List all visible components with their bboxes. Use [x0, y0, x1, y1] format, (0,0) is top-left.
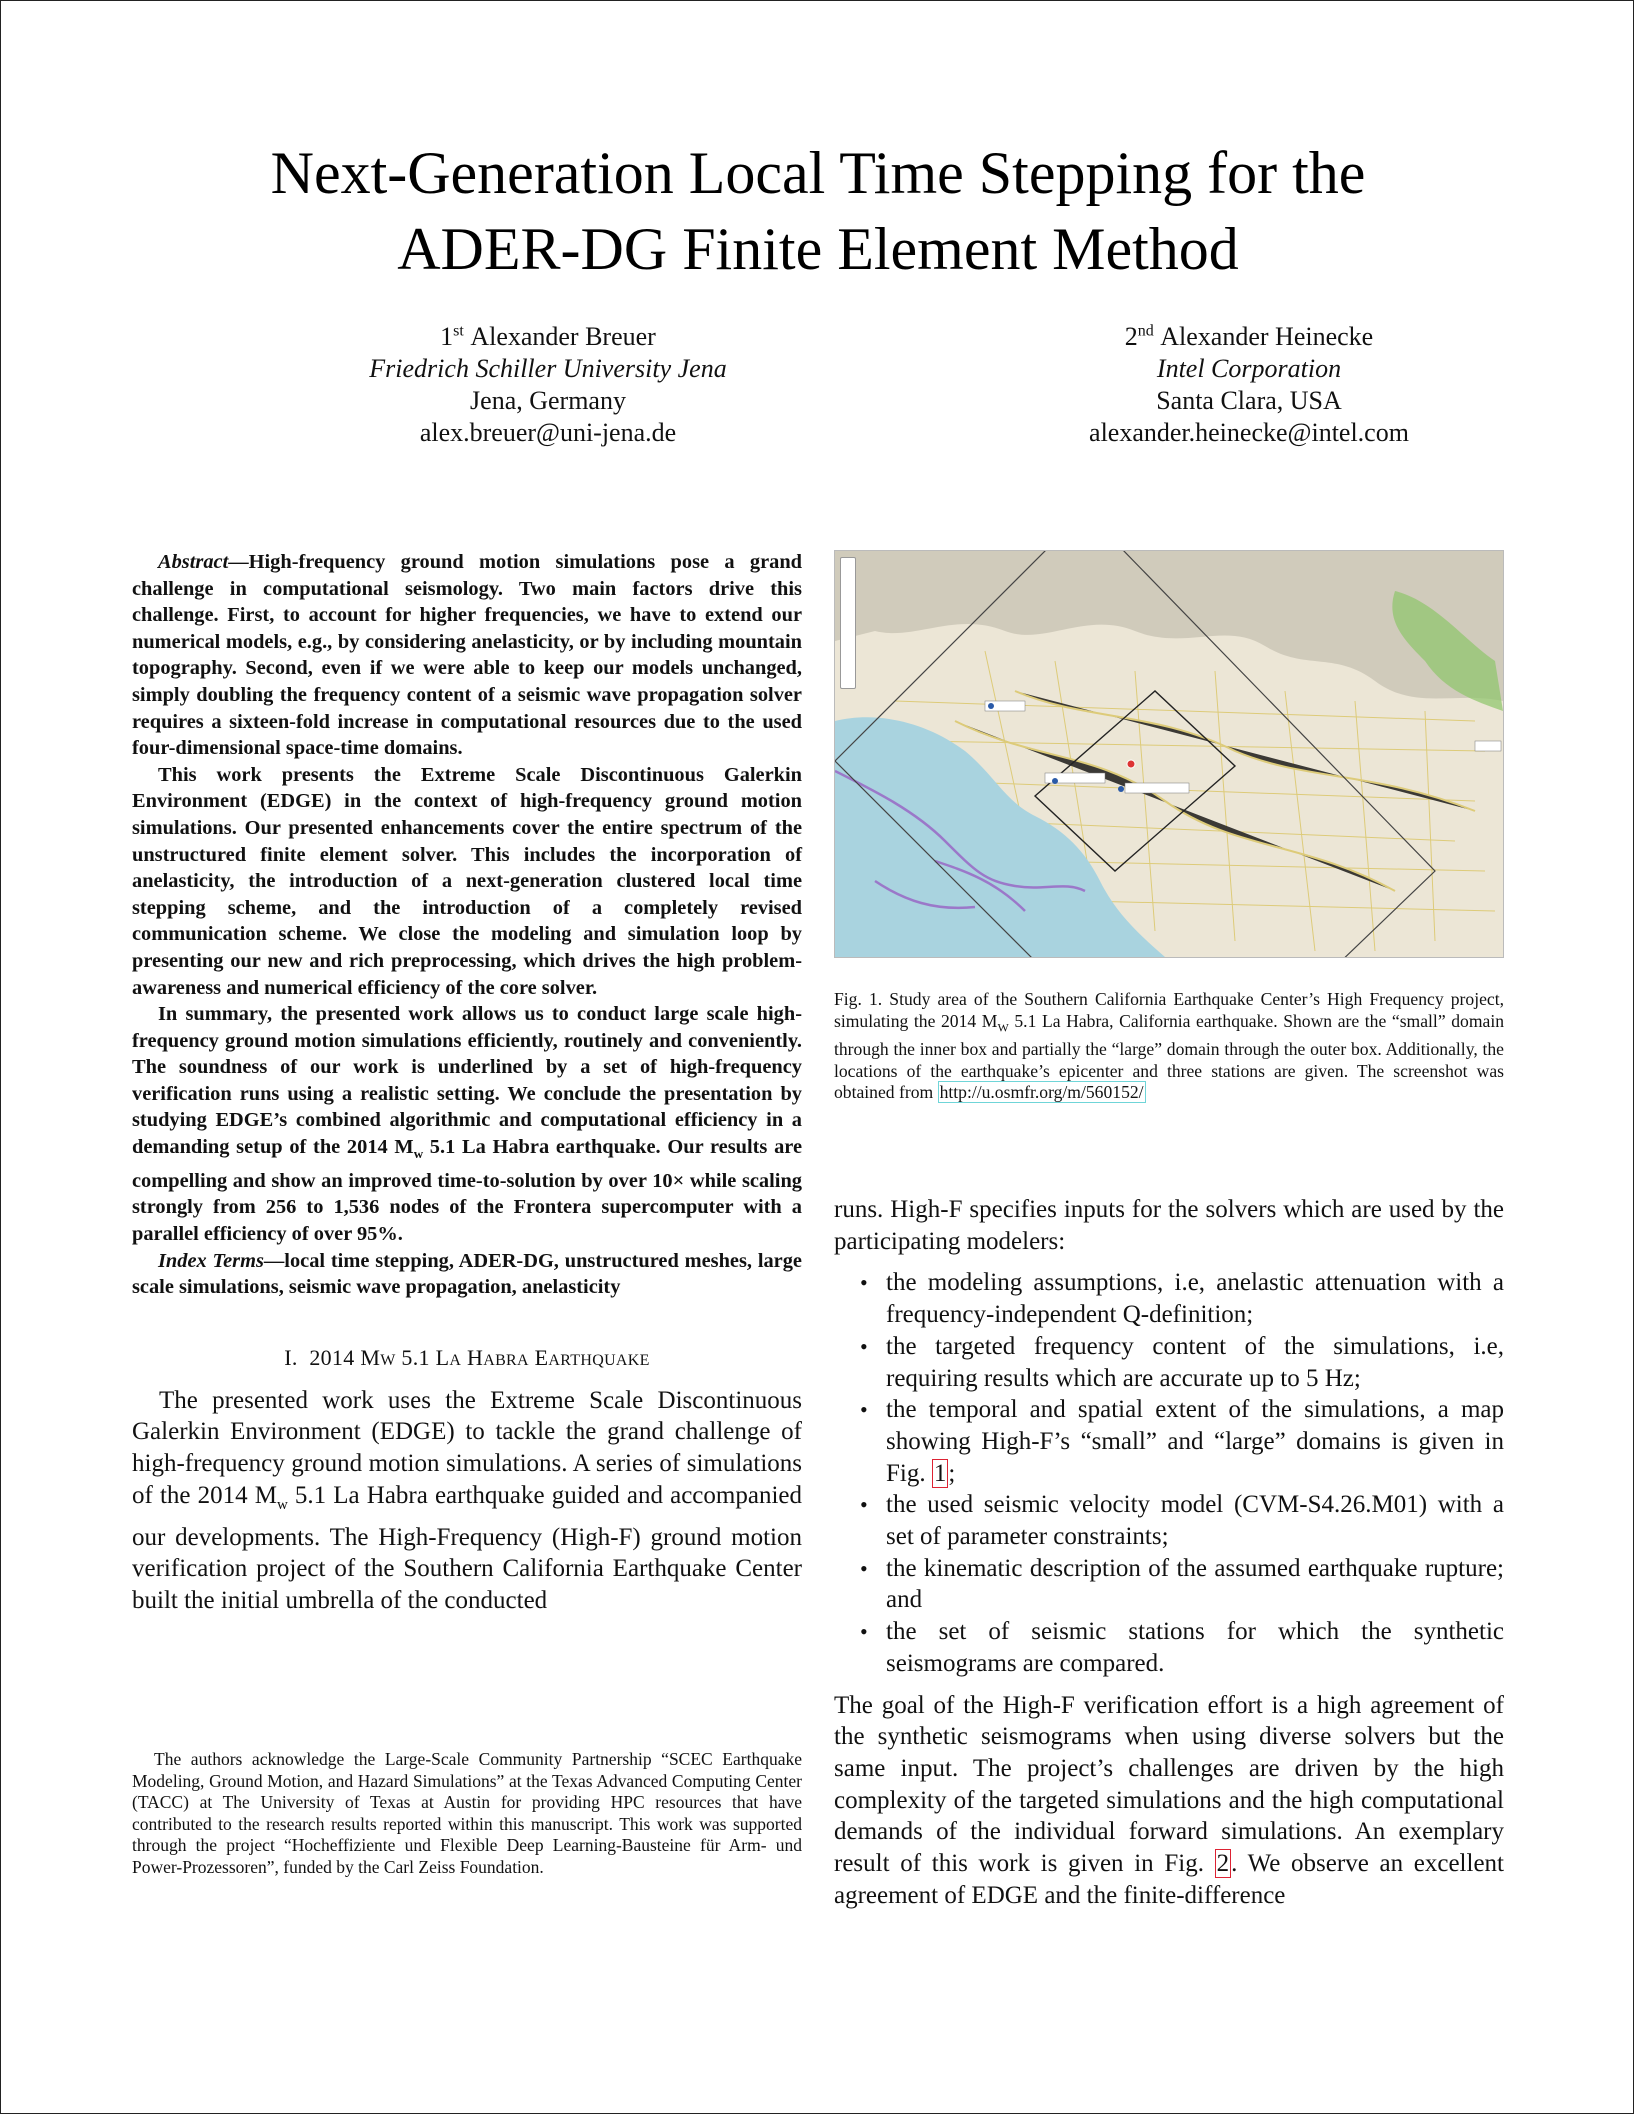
bullet: • [860, 1270, 868, 1296]
author-name-line [248, 321, 848, 353]
index-terms-text: —local time stepping, ADER-DG, unstructured meshes, large scale simulations, seismic wave propagation, anelasticity [132, 1249, 802, 1299]
figure-source-link[interactable]: http://u.osmfr.org/m/560152/ [939, 1082, 1144, 1103]
author-ordinal-suffix: st [453, 322, 464, 340]
station-marker[interactable] [1118, 786, 1124, 792]
figure-1-caption [834, 989, 1504, 1104]
index-terms [132, 1248, 802, 1301]
input-list [834, 1267, 1504, 1679]
list-item [834, 1331, 1504, 1394]
abstract [132, 549, 802, 1301]
paper-title [1, 135, 1634, 287]
author-location: Jena, Germany [470, 386, 626, 415]
list-item-text: the used seismic velocity model (CVM-S4.26.M01) with a set of parameter constraints; [886, 1491, 1504, 1551]
subscript-w: W [997, 1020, 1009, 1035]
list-item-text: the modeling assumptions, i.e, anelastic attenuation with a frequency-independent Q-definition; [886, 1269, 1504, 1329]
bullet: • [860, 1492, 868, 1518]
heading-part: A [449, 1351, 462, 1369]
figure-reference-link[interactable]: 2 [1216, 1850, 1230, 1878]
author-email: alex.breuer@uni-jena.de [419, 418, 677, 447]
author-block-2 [949, 321, 1549, 449]
abstract-text-1: —High-frequency ground motion simulations pose a grand challenge in computational seismology. Two main factors drive this challenge. First, to account for higher frequencies, we have to extend our numerical models, e.g., by considering anelasticity, or by including mountain topography. Second, even if we were able to keep our models unchanged, simply doubling the frequency content of a seismic wave propagation solver requires a sixteen-fold increase in computational resources due to the used four-dimensional space-time domains. [132, 551, 802, 760]
heading-part: 2014 M [309, 1344, 381, 1370]
left-column [132, 549, 802, 1617]
map-graphic [835, 551, 1503, 957]
heading-part: E [528, 1344, 549, 1370]
section1-text-b: 5.1 La Habra earthquake guided and accompanied our developments. The High-Frequency (High-F) ground motion verification project of the Southern California Earthquake Center built the initial umbrella of the conducted [132, 1481, 802, 1614]
index-terms-label: Index Terms [158, 1249, 264, 1272]
epicenter-marker[interactable] [1127, 760, 1135, 768]
abstract-text-3b: 5.1 La Habra earthquake. Our results are compelling and show an improved time-to-solution by over 10× while scaling strongly from 256 to 1,536 nodes of the Frontera supercomputer with a parallel efficiency of over 95%. [132, 1136, 803, 1245]
subscript-w: w [413, 1146, 424, 1162]
list-item [834, 1267, 1504, 1330]
heading-part: W [380, 1351, 396, 1369]
station-marker[interactable] [1052, 778, 1058, 784]
author-ordinal-suffix: nd [1137, 322, 1154, 340]
bullet: • [860, 1333, 868, 1359]
list-item-text: the targeted frequency content of the simulations, i.e, requiring results which are accurate up to 5 Hz; [886, 1332, 1504, 1392]
abstract-paragraph-3 [132, 1001, 802, 1247]
list-item [834, 1616, 1504, 1679]
section-number: I. [284, 1344, 298, 1370]
station-label [1125, 783, 1189, 793]
list-item-punct: ; [948, 1459, 956, 1487]
author-location: Santa Clara, USA [1156, 386, 1342, 415]
author-affiliation: Friedrich Schiller University Jena [369, 354, 727, 383]
heading-part: H [461, 1344, 484, 1370]
bullet: • [860, 1555, 868, 1581]
right-column-text [834, 1194, 1504, 1911]
author-name: Alexander Breuer [470, 322, 656, 351]
abstract-paragraph-1 [132, 549, 802, 762]
subscript-w: w [276, 1496, 288, 1513]
heading-part: ABRA [483, 1351, 529, 1369]
goal-paragraph [834, 1690, 1504, 1912]
goal-text-a: The goal of the High-F verification effort is a high agreement of the synthetic seismograms when using diverse solvers but the same input. The project’s challenges are driven by the high complexity of the targeted simulations and the high computational demands of the individual forward simulations. An exemplary result of this work is given in Fig. [834, 1691, 1504, 1878]
map-zoom-controls[interactable] [840, 557, 856, 689]
author-name: Alexander Heinecke [1160, 322, 1374, 351]
author-name-line [949, 321, 1549, 353]
heading-part: 5.1 L [395, 1344, 450, 1370]
goal-text-b: . We observe an excellent agreement of EDGE and the finite-difference [834, 1850, 1504, 1909]
list-item [834, 1489, 1504, 1552]
abstract-paragraph-2: This work presents the Extreme Scale Discontinuous Galerkin Environment (EDGE) in the context of high-frequency ground motion simulations. Our presented enhancements cover the entire spectrum of the unstructured finite element solver. This includes the incorporation of anelasticity, the introduction of a next-generation clustered local time stepping scheme, and the introduction of a completely revised communication scheme. We close the modeling and simulation loop by presenting our new and rich preprocessing, which drives the high problem-awareness and numerical efficiency of the core solver. [132, 763, 802, 999]
section1-paragraph [132, 1385, 802, 1617]
section-heading [132, 1345, 802, 1371]
station-marker[interactable] [988, 703, 994, 709]
abstract-text-3a: In summary, the presented work allows us to conduct large scale high-frequency ground motion simulations efficiently, routinely and conveniently. The soundness of our work is underlined by a set of high-frequency verification runs using a realistic setting. We conclude the presentation by studying EDGE’s combined algorithmic and computational efficiency in a demanding setup of the 2014 M [132, 1003, 802, 1159]
caption-text-b: 5.1 La Habra, California earthquake. Shown are the “small” domain through the inner box and partially the “large” domain through the outer box. Additionally, the locations of the earthquake’s epicenter and three stations are given. The screenshot was obtained from [834, 1010, 1504, 1103]
bullet: • [860, 1397, 868, 1423]
author-ordinal: 1 [440, 322, 454, 351]
title-line-1: Next-Generation Local Time Stepping for the [270, 140, 1366, 206]
bullet: • [860, 1619, 868, 1645]
list-item-text: the kinematic description of the assumed earthquake rupture; and [886, 1554, 1504, 1614]
abstract-label: Abstract [158, 551, 229, 573]
figure-reference-link[interactable]: 1 [933, 1459, 947, 1487]
station-label [1475, 741, 1501, 751]
caption-text-a: Fig. 1. Study area of the Southern California Earthquake Center’s High Frequency project, simulating the 2014 M [834, 989, 1504, 1031]
list-item-text: the set of seismic stations for which the synthetic seismograms are compared. [886, 1618, 1504, 1677]
footnote: The authors acknowledge the Large-Scale Community Partnership “SCEC Earthquake Modeling, Ground Motion, and Hazard Simulations” at the Texas Advanced Computing Center (TACC) at The University of Texas at Austin for providing HPC resources that have contributed to the research results reported within this manuscript. This work was supported through the project “Hocheffiziente und Flexible Deep Learning-Bausteine für Arm- und Power-Prozessoren”, funded by the Carl Zeiss Foundation. [132, 1749, 802, 1877]
title-line-2: ADER-DG Finite Element Method [397, 216, 1239, 282]
list-item-text: the temporal and spatial extent of the simulations, a map showing High-F’s “small” and “large” domains is given in Fig. [886, 1396, 1504, 1487]
heading-part: ARTHQUAKE [548, 1351, 650, 1369]
intro-paragraph: runs. High-F specifies inputs for the solvers which are used by the participating modelers: [834, 1196, 1504, 1255]
author-ordinal: 2 [1124, 322, 1138, 351]
list-item [834, 1553, 1504, 1616]
author-email: alexander.heinecke@intel.com [1089, 418, 1409, 447]
study-area-map[interactable] [834, 550, 1504, 958]
list-item [834, 1394, 1504, 1489]
section1-text-a: The presented work uses the Extreme Scale Discontinuous Galerkin Environment (EDGE) to tackle the grand challenge of high-frequency ground motion simulations. A series of simulations of the 2014 M [132, 1386, 802, 1509]
author-block-1 [248, 321, 848, 449]
author-affiliation: Intel Corporation [1156, 354, 1342, 383]
